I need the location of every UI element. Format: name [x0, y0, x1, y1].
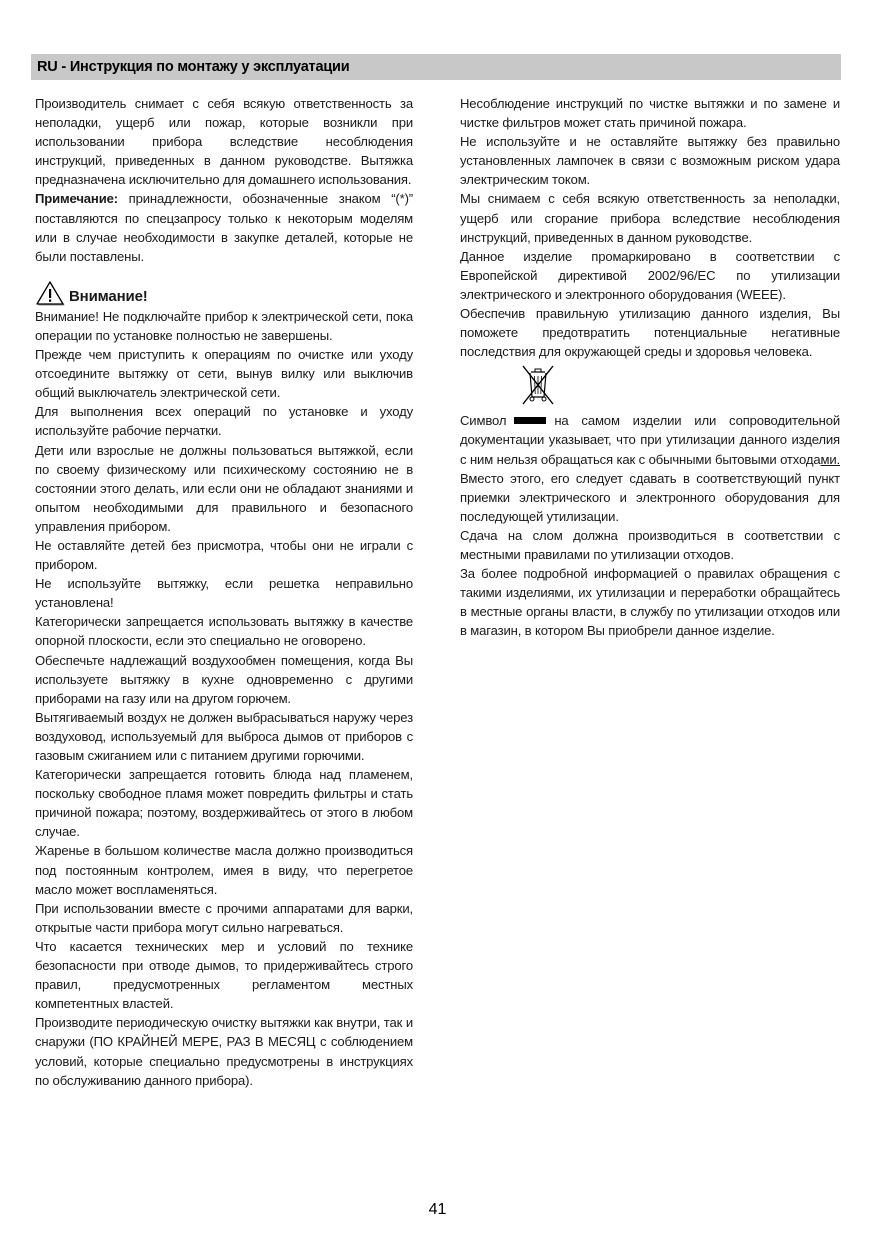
note-text: принадлежности, обозначенные знаком “(*)” поставляются по спецзапросу только к некоторым моделям или в случае необходимости в закупке деталей, которые не были поставлены. — [35, 191, 413, 264]
right-paragraph: Сдача на слом должна производиться в соответствии с местными правилами по утилизации отходов. — [460, 527, 840, 562]
warning-paragraph: Не используйте вытяжку, если решетка неправильно установлена! — [35, 576, 413, 611]
warning-paragraph: Категорически запрещается готовить блюда над пламенем, поскольку свободное пламя может повредить фильтры и стать причиной пожара; поэтому, воздерживайтесь от этого в любом случае. — [35, 767, 413, 840]
weee-symbol-block — [460, 361, 840, 411]
right-paragraph: Несоблюдение инструкций по чистке вытяжки и по замене и чистке фильтров может стать причиной пожара. — [460, 96, 840, 131]
warning-paragraph: Жаренье в большом количестве масла должно производиться под постоянным контролем, имея в виду, что перегретое масло может воспламеняться. — [35, 843, 413, 897]
warning-heading — [35, 280, 413, 306]
right-paragraph: Мы снимаем с себя всякую ответственность за неполадки, ущерб или сгорание прибора вследствие несоблюдения инструкций, приведенных в данном руководстве. — [460, 191, 840, 245]
warning-title: Внимание! — [69, 287, 148, 305]
warning-paragraph: Прежде чем приступить к операциям по очистке или уходу отсоедините вытяжку от сети, вынув вилку или выключив общий выключатель электрической сети. — [35, 347, 413, 401]
note-paragraph — [35, 189, 413, 265]
warning-paragraph: Не оставляйте детей без присмотра, чтобы они не играли с прибором. — [35, 537, 413, 573]
note-label: Примечание: — [35, 191, 118, 207]
right-column — [460, 94, 840, 640]
page-number: 41 — [428, 1201, 447, 1218]
symbol-paragraph — [460, 411, 840, 526]
right-paragraph: Обеспечив правильную утилизацию данного изделия, Вы поможете предотвратить потенциальные негативные последствия для окружающей среды и здоровья человека. — [460, 306, 840, 360]
warning-paragraph: Вытягиваемый воздух не должен выбрасываться наружу через воздуховод, используемый для выброса дымов от приборов с газовым сжиганием или с питанием другими горючими. — [35, 709, 413, 763]
warning-paragraph: Категорически запрещается использовать вытяжку в качестве опорной плоскости, если это специально не оговорено. — [35, 614, 413, 649]
section-title: RU - Инструкция по монтажу у эксплуатации — [37, 59, 350, 75]
crossed-out-bin-icon — [518, 363, 558, 407]
symbol-text-end: Вместо этого, его следует сдавать в соответствующий пункт приемки электрического и электронного оборудования для последующей утилизации. — [460, 470, 840, 524]
right-paragraph: За более подробной информацией о правилах обращения с такими изделиями, их утилизации и переработки обращайтесь в местные органы власти, в службу по утилизации отходов или в магазин, в котором Вы приобрели данное изделие. — [460, 566, 840, 639]
black-bar-symbol — [514, 417, 546, 424]
left-column — [35, 94, 413, 1090]
section-header-bar — [31, 54, 841, 80]
warning-paragraph: Производите периодическую очистку вытяжки как внутри, так и снаружи (ПО КРАЙНЕЙ МЕРЕ, РАЗ В МЕСЯЦ с соблюдением условий, которые специально предусмотрены в инструкциях по обслуживанию данного прибора). — [35, 1015, 413, 1088]
symbol-word: Символ — [460, 413, 507, 429]
warning-paragraph: Дети или взрослые не должны пользоваться вытяжкой, если по своему физическому или психическому состоянию не в состоянии этого делать, или если они не обладают знаниями и опытом необходимыми для правильного и безопасного управления прибором. — [35, 442, 413, 534]
intro-paragraph: Производитель снимает с себя всякую ответственность за неполадки, ущерб или пожар, которые возникли при использовании прибора вследствие несоблюдения инструкций, приведенных в данном руководстве. Вытяжка предназначена исключительно для домашнего использования. — [35, 96, 413, 188]
warning-paragraph: Что касается технических мер и условий по технике безопасности при отводе дымов, то придерживайтесь строго правил, предусмотренных регламентом местных компетентных властей. — [35, 938, 413, 1012]
warning-paragraph: Внимание! Не подключайте прибор к электрической сети, пока операции по установке полностью не завершены. — [35, 308, 413, 343]
symbol-text: на самом изделии или сопроводительной документации указывает, что при утилизации данного изделия с ним нельзя обращаться как с обычными бытовыми отхода — [460, 413, 840, 467]
warning-paragraph: Для выполнения всех операций по установке и уходу используйте рабочие перчатки. — [35, 404, 413, 439]
warning-paragraph: Обеспечьте надлежащий воздухообмен помещения, когда Вы используете вытяжку в кухне одновременно с другими приборами на газу или на другом горючем. — [35, 652, 413, 706]
right-paragraph: Данное изделие промаркировано в соответствии с Европейской директивой 2002/96/EC по утилизации электрического и электронного оборудования (WEEE). — [460, 248, 840, 302]
warning-triangle-icon — [35, 280, 65, 306]
symbol-text-underlined: ми. — [820, 451, 840, 467]
warning-paragraph: При использовании вместе с прочими аппаратами для варки, открытые части прибора могут сильно нагреваться. — [35, 900, 413, 935]
right-paragraph: Не используйте и не оставляйте вытяжку без правильно установленных лампочек в связи с возможным риском удара электрическим током. — [460, 134, 840, 188]
